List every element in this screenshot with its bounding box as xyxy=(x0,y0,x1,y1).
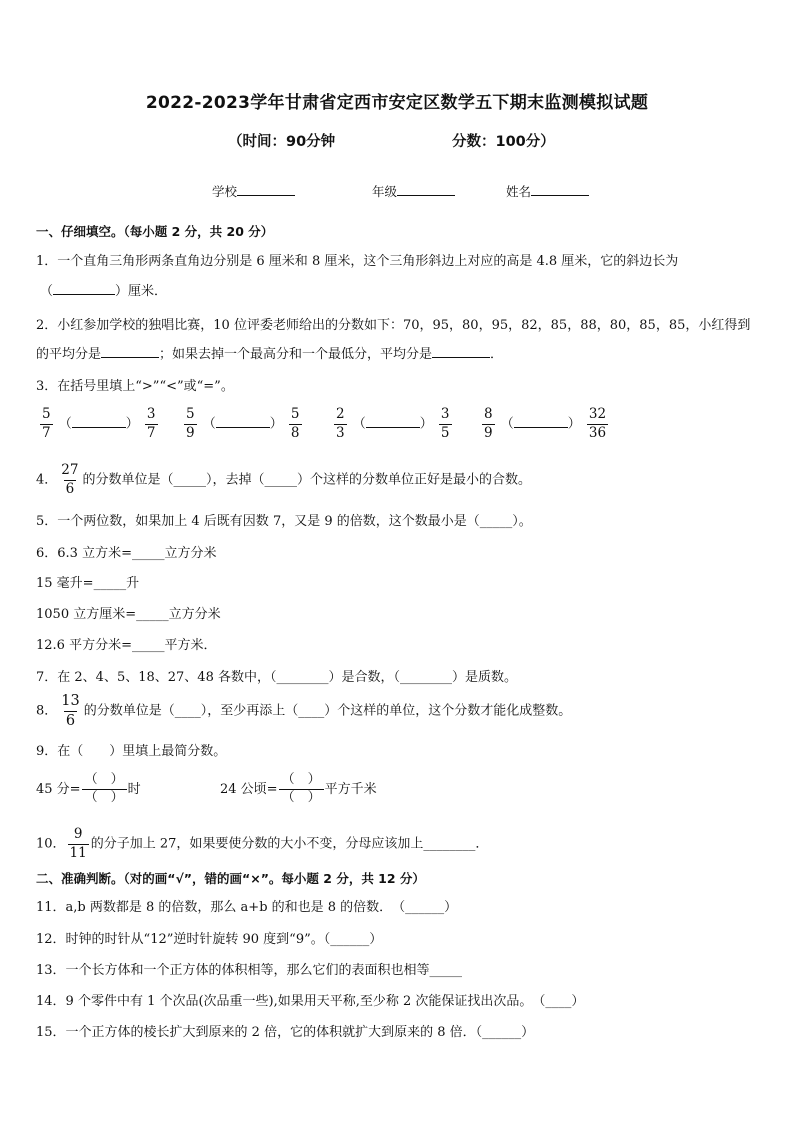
school-blank[interactable] xyxy=(237,183,295,196)
question-2-line1: 2．小红参加学校的独唱比赛，10 位评委老师给出的分数如下：70，95，80，95，82，85，88，80，85，85，小红得到 xyxy=(36,318,751,333)
answer-blank[interactable] xyxy=(101,345,159,358)
question-6d: 12.6 平方分米=_____平方米． xyxy=(36,638,217,653)
paren-open: （ xyxy=(40,284,54,299)
fraction: $\frac{5}{8}$ xyxy=(290,406,300,441)
question-15: 15．一个正方体的棱长扩大到原来的 2 倍，它的体积就扩大到原来的 8 倍．（______） xyxy=(36,1025,535,1040)
exam-time: （时间：90分钟 xyxy=(228,134,336,150)
question-4 xyxy=(36,464,531,496)
name-blank[interactable] xyxy=(531,183,589,196)
fraction: $\frac{5}{9}$ xyxy=(186,406,195,441)
name-label: 姓名 xyxy=(506,184,532,199)
q9-item-b: 24 公顷= （ ） （ ） 平方千米 xyxy=(220,772,377,805)
fraction: $\frac{13}{6}$ xyxy=(61,693,80,729)
answer-blank[interactable] xyxy=(72,415,126,428)
q2-text-a: 的平均分是 xyxy=(36,347,102,362)
blank-fraction[interactable]: （ ） （ ） xyxy=(279,772,324,807)
q10-number: 10． xyxy=(36,836,66,852)
answer-blank[interactable] xyxy=(366,415,420,428)
fraction: $\frac{32}{36}$ xyxy=(588,406,607,441)
school-label: 学校 xyxy=(212,184,238,199)
question-7: 7．在 2、4、5、18、27、48 各数中，（________）是合数，（________）是质数。 xyxy=(36,670,517,685)
q3-compare-1: $\frac{5}{7}$ （ ） $\frac{3}{7}$ xyxy=(42,406,156,441)
q4-text: 的分数单位是（_____），去掉（_____）个这样的分数单位正好是最小的合数。 xyxy=(82,472,531,488)
page-title: 2022-2023学年甘肃省定西市安定区数学五下期末监测模拟试题 xyxy=(145,93,649,113)
section1-heading: 一、仔细填空。（每小题 2 分，共 20 分） xyxy=(36,224,274,239)
grade-blank[interactable] xyxy=(397,183,455,196)
fraction: $\frac{3}{5}$ xyxy=(440,406,450,441)
answer-blank[interactable] xyxy=(216,415,270,428)
school-field xyxy=(212,182,295,200)
fraction: $\frac{5}{7}$ xyxy=(42,406,51,441)
question-6a: 6．6.3 立方米=_____立方分米 xyxy=(36,546,217,561)
answer-blank[interactable] xyxy=(432,345,490,358)
question-12: 12．时钟的时针从“12”逆时针旋转 90 度到“9”。（______） xyxy=(36,932,383,947)
fraction: $\frac{3}{7}$ xyxy=(146,406,156,441)
question-14: 14．9 个零件中有 1 个次品(次品重一些),如果用天平称,至少称 2 次能保证找出次品。 （____） xyxy=(36,994,585,1009)
q2-text-c: ． xyxy=(490,347,504,362)
question-1-line1: 1．一个直角三角形两条直角边分别是 6 厘米和 8 厘米，这个三角形斜边上对应的高是 4.8 厘米，它的斜边长为 xyxy=(36,254,679,269)
question-9: 9．在（ ）里填上最简分数。 xyxy=(36,744,227,759)
q9-item-a: 45 分= （ ） （ ） 时 xyxy=(36,772,141,805)
fraction: $\frac{27}{6}$ xyxy=(61,462,79,497)
blank-fraction[interactable]: （ ） （ ） xyxy=(82,772,127,807)
exam-score: 分数：100分） xyxy=(452,134,555,150)
grade-label: 年级 xyxy=(372,184,398,199)
q1-tail: ）厘米． xyxy=(115,284,168,299)
grade-field xyxy=(372,182,455,200)
question-10 xyxy=(36,828,488,860)
fraction: $\frac{8}{9}$ xyxy=(484,406,493,441)
q3-compare-4: $\frac{8}{9}$ （ ） $\frac{32}{36}$ xyxy=(484,406,607,441)
question-6b: 15 毫升=_____升 xyxy=(36,576,140,591)
q3-compare-3: $\frac{2}{3}$ （ ） $\frac{3}{5}$ xyxy=(336,406,450,441)
answer-blank[interactable] xyxy=(53,282,115,295)
fraction: $\frac{9}{11}$ xyxy=(69,826,87,861)
section2-heading: 二、准确判断。（对的画“√”，错的画“×”。每小题 2 分，共 12 分） xyxy=(36,871,425,886)
answer-blank[interactable] xyxy=(514,415,568,428)
question-3: 3．在括号里填上“>”“<”或“=”。 xyxy=(36,379,234,394)
question-8 xyxy=(36,694,571,728)
fraction: $\frac{2}{3}$ xyxy=(336,406,345,441)
question-13: 13．一个长方体和一个正方体的体积相等，那么它们的表面积也相等_____ xyxy=(36,963,463,978)
question-6c: 1050 立方厘米=_____立方分米 xyxy=(36,607,221,622)
q10-text: 的分子加上 27，如果要使分数的大小不变，分母应该加上________． xyxy=(90,836,489,852)
question-2-line2 xyxy=(36,343,503,362)
question-5: 5．一个两位数，如果加上 4 后既有因数 7，又是 9 的倍数，这个数最小是（_____）。 xyxy=(36,514,532,529)
q2-text-b: ；如果去掉一个最高分和一个最低分，平均分是 xyxy=(159,347,433,362)
name-field xyxy=(506,182,589,200)
question-11: 11．a,b 两数都是 8 的倍数，那么 a+b 的和也是 8 的倍数． （______） xyxy=(36,900,458,915)
q4-number: 4． xyxy=(36,472,58,488)
q8-text: 的分数单位是（____），至少再添上（____）个这样的单位，这个分数才能化成整数。 xyxy=(83,703,572,719)
q3-compare-2: $\frac{5}{9}$ （ ） $\frac{5}{8}$ xyxy=(186,406,300,441)
question-1-line2 xyxy=(40,280,167,299)
q8-number: 8． xyxy=(36,703,58,719)
